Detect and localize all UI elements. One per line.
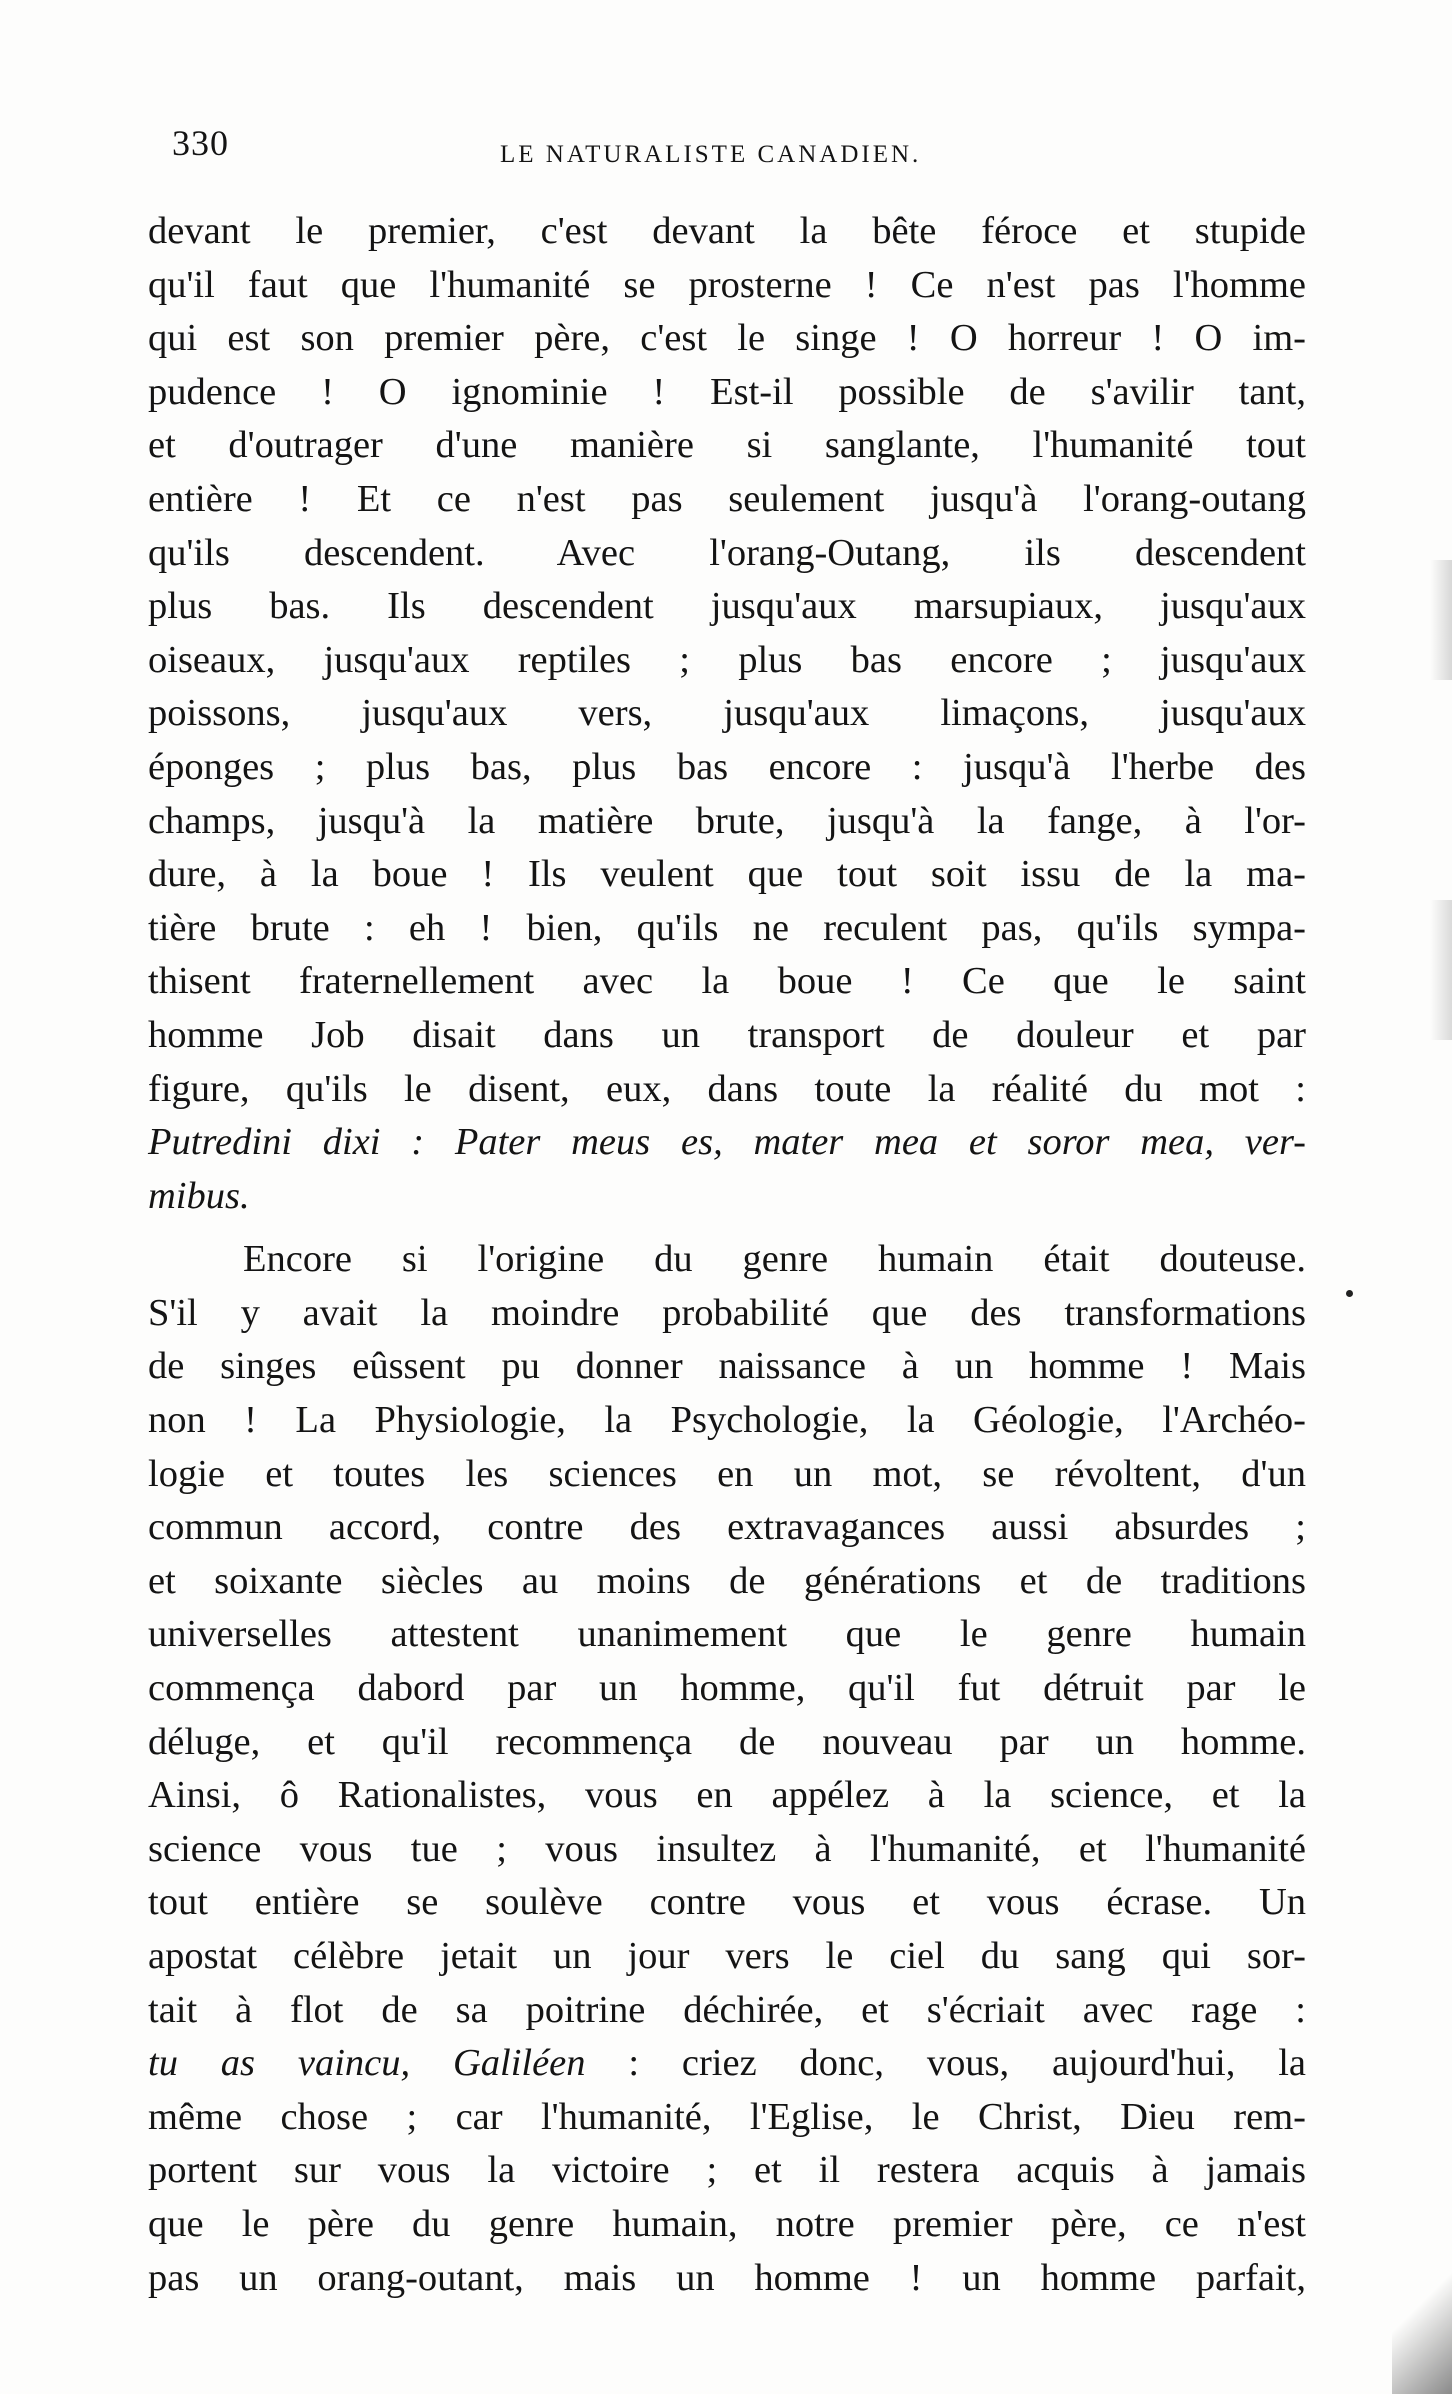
text-line: science vous tue ; vous insultez à l'humanité, et l'humanité (148, 1827, 1306, 1870)
running-head: LE NATURALISTE CANADIEN. (500, 141, 922, 168)
text-line: tait à flot de sa poitrine déchirée, et s'écriait avec rage : (148, 1988, 1306, 2031)
latin-quote-line: mibus. (148, 1174, 250, 1217)
text-line: Ainsi, ô Rationalistes, vous en appélez à la science, et la (148, 1774, 1306, 1817)
text-line: portent sur vous la victoire ; et il restera acquis à jamais (148, 2149, 1306, 2192)
italic-quote: tu as vaincu, Galiléen (148, 2042, 586, 2085)
scan-edge-noise (1430, 560, 1452, 680)
body-text (148, 205, 1306, 2305)
paragraph-start-line: Encore si l'origine du genre humain était douteuse. (243, 1238, 1306, 1281)
text-line: qu'il faut que l'humanité se prosterne ! Ce n'est pas l'homme (148, 263, 1306, 306)
ink-speck (1346, 1290, 1353, 1297)
mixed-style-line (148, 2037, 1306, 2091)
text-line: déluge, et qu'il recommença de nouveau par un homme. (148, 1720, 1306, 1763)
text-line: plus bas. Ils descendent jusqu'aux marsupiaux, jusqu'aux (148, 585, 1306, 628)
scan-edge-noise (1430, 900, 1452, 1040)
text-line: figure, qu'ils le disent, eux, dans toute la réalité du mot : (148, 1067, 1306, 1110)
text-line: poissons, jusqu'aux vers, jusqu'aux limaçons, jusqu'aux (148, 692, 1306, 735)
text-line: oiseaux, jusqu'aux reptiles ; plus bas encore ; jusqu'aux (148, 638, 1306, 681)
text-line: universelles attestent unanimement que le genre humain (148, 1613, 1306, 1656)
text-line: thisent fraternellement avec la boue ! Ce que le saint (148, 960, 1306, 1003)
text-line: apostat célèbre jetait un jour vers le ciel du sang qui sor- (148, 1935, 1306, 1977)
text-line: pudence ! O ignominie ! Est-il possible de s'avilir tant, (148, 370, 1306, 413)
text-line: et d'outrager d'une manière si sanglante, l'humanité tout (148, 424, 1306, 467)
text-line: entière ! Et ce n'est pas seulement jusqu'à l'orang-outang (148, 477, 1306, 520)
text-line: tout entière se soulève contre vous et vous écrase. Un (148, 1881, 1306, 1924)
line-continuation: : criez donc, vous, aujourd'hui, la (628, 2042, 1306, 2085)
latin-quote-line: Putredini dixi : Pater meus es, mater mea et soror mea, ver- (148, 1121, 1306, 1164)
text-line: dure, à la boue ! Ils veulent que tout soit issu de la ma- (148, 853, 1306, 896)
text-line: homme Job disait dans un transport de douleur et par (148, 1013, 1306, 1056)
text-line: champs, jusqu'à la matière brute, jusqu'à la fange, à l'or- (148, 799, 1306, 842)
text-line: éponges ; plus bas, plus bas encore : jusqu'à l'herbe des (148, 745, 1306, 788)
text-line: pas un orang-outant, mais un homme ! un homme parfait, (148, 2256, 1306, 2299)
text-line: devant le premier, c'est devant la bête féroce et stupide (148, 210, 1306, 252)
text-line: tière brute : eh ! bien, qu'ils ne reculent pas, qu'ils sympa- (148, 906, 1306, 949)
text-line: de singes eûssent pu donner naissance à un homme ! Mais (148, 1345, 1306, 1388)
text-line: commun accord, contre des extravagances aussi absurdes ; (148, 1506, 1306, 1549)
scan-corner-shadow (1392, 2250, 1452, 2394)
text-line: logie et toutes les sciences en un mot, se révoltent, d'un (148, 1452, 1306, 1495)
text-line: même chose ; car l'humanité, l'Eglise, le Christ, Dieu rem- (148, 2095, 1306, 2138)
text-line: non ! La Physiologie, la Psychologie, la Géologie, l'Archéo- (148, 1399, 1306, 1442)
text-line: S'il y avait la moindre probabilité que des transformations (148, 1291, 1306, 1334)
text-line: commença dabord par un homme, qu'il fut détruit par le (148, 1667, 1306, 1710)
text-line: qu'ils descendent. Avec l'orang-Outang, ils descendent (148, 531, 1306, 574)
text-line: et soixante siècles au moins de générations et de traditions (148, 1559, 1306, 1602)
page-number: 330 (172, 123, 229, 163)
text-line: qui est son premier père, c'est le singe ! O horreur ! O im- (148, 317, 1306, 360)
text-line: que le père du genre humain, notre premier père, ce n'est (148, 2202, 1306, 2245)
